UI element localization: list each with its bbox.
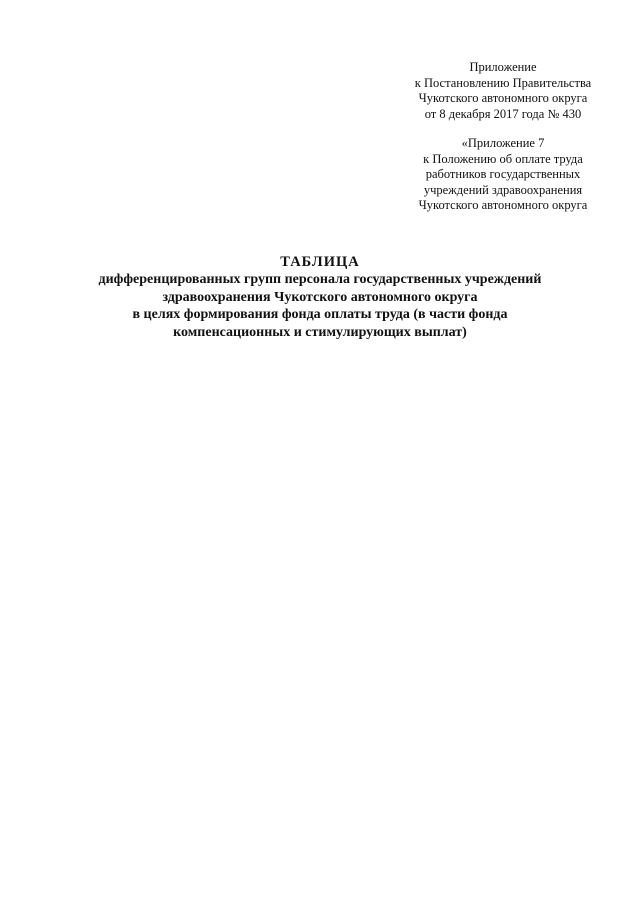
document-title-block (60, 253, 580, 341)
regulation-annex-block (400, 136, 606, 214)
regulation-annex-line: Чукотского автономного округа (418, 198, 588, 212)
document-subtitle-line: в целях формирования фонда оплаты труда (в части фонда (132, 307, 508, 322)
document-title: ТАБЛИЦА (280, 254, 360, 270)
annex-line: от 8 декабря 2017 года № 430 (424, 106, 582, 121)
document-subtitle-line: дифференцированных групп персонала государственных учреждений (98, 272, 542, 287)
regulation-annex-line: работников государственных (425, 167, 581, 181)
document-subtitle-line: компенсационных и стимулирующих выплат) (173, 324, 467, 340)
regulation-annex-line: учреждений здравоохранения (423, 182, 583, 197)
annex-line: Приложение (469, 60, 537, 74)
regulation-annex-line: к Положению об оплате труда (423, 151, 583, 166)
document-subtitle-line: здравоохранения Чукотского автономного округа (162, 289, 478, 305)
annex-line: Чукотского автономного округа (418, 91, 588, 105)
regulation-annex-line: «Приложение 7 (461, 136, 545, 150)
annex-line: к Постановлению Правительства (414, 75, 592, 90)
annex-reference-block (400, 60, 606, 122)
